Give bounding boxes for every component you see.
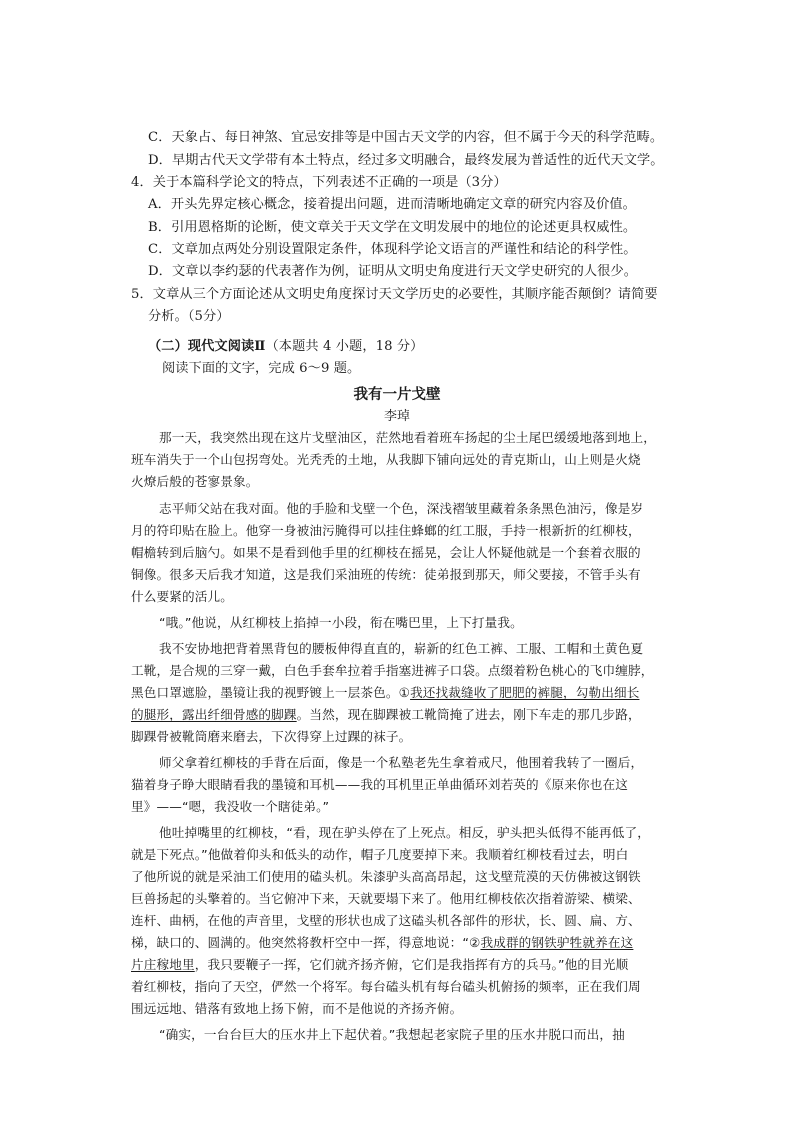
underlined-sentence-2-part-b: 片庄稼地里 — [131, 957, 195, 972]
p2-line-5: 什么要紧的活儿。 — [131, 589, 233, 604]
p6-line-3: 了他所说的就是采油工们使用的磕头机。朱漆驴头高高昂起，这戈壁荒漠的天仿佛被这钢铁 — [131, 869, 641, 884]
p6-line-6 — [131, 933, 633, 953]
p6-line-5: 连杆、曲柄，在他的声音里，戈壁的形状也成了这磕头机各部件的形状，长、圆、扁、方、 — [131, 913, 641, 928]
p6-line-6-pre: 梯，缺口的、圆满的。他突然将教杆空中一挥，得意地说：“② — [131, 935, 481, 950]
p3-line-1: “哦。”他说，从红柳枝上掐掉一小段，衔在嘴巴里，上下打量我。 — [159, 615, 523, 630]
q5-line-2: 分析。（5分） — [148, 309, 230, 324]
p2-line-4: 铜像。很多天后我才知道，这是我们采油班的传统：徒弟报到那天，师父要接，不管手头有 — [131, 567, 641, 582]
p6-line-8: 着红柳枝，指向了天空，俨然一个将军。每台磕头机有每台磕头机俯扬的频率，正在我们周 — [131, 979, 641, 994]
q4-option-d: D．文章以李约瑟的代表著作为例，证明从文明史角度进行天文学史研究的人很少。 — [148, 264, 638, 279]
section-heading — [148, 337, 423, 357]
p4-line-4-post: 。当然，现在脚踝被工靴筒掩了进去，刚下车走的那几步路， — [296, 707, 641, 722]
section-heading-bold: （二）现代文阅读Ⅱ — [148, 339, 266, 354]
p6-line-7-post: ，我只要鞭子一挥，它们就齐扬齐俯，它们是我指挥有方的兵马。”他的目光顺 — [194, 957, 629, 972]
p1-line-1: 那一天，我突然出现在这片戈壁油区，茫然地看着班车扬起的尘土尾巴缓缓地落到地上， — [159, 430, 657, 445]
p6-line-2: 就是下死点。”他做着仰头和低头的动作，帽子几度要掉下来。我顺着红柳枝看过去，明白 — [131, 847, 629, 862]
article-author: 李琸 — [383, 409, 410, 424]
underlined-sentence-1-part-b: 的腿形，露出纤细骨感的脚踝 — [131, 707, 297, 722]
p2-line-2: 月的符印贴在脸上。他穿一身被油污腌得可以挂住蜂螂的红工服，手持一根新折的红柳枝， — [131, 523, 641, 538]
underlined-sentence-2-part-a: 我成群的钢铁驴牲就养在这 — [480, 935, 634, 950]
p5-line-1: 师父拿着红柳枝的手背在后面，像是一个私塾老先生拿着戒尺，他围着我转了一圈后， — [159, 755, 644, 770]
q4-option-c: C．文章加点两处分别设置限定条件，体现科学论文语言的严谨性和结论的科学性。 — [148, 242, 637, 257]
p6-line-7 — [131, 955, 628, 975]
q5-line-1: 5．文章从三个方面论述从文明史角度探讨天文学历史的必要性，其顺序能否颠倒？请简要 — [131, 287, 658, 302]
q4-option-a: A．开头先界定核心概念，接着提出问题，进而清晰地确定文章的研究内容及价值。 — [148, 197, 636, 212]
p5-line-2: 猫着身子睁大眼睛看我的墨镜和耳机——我的耳机里正单曲循环刘若英的《原来你也在这 — [131, 777, 629, 792]
q4-option-b: B．引用恩格斯的论断，使文章关于天文学在文明发展中的地位的论述更具权威性。 — [148, 220, 637, 235]
q4-stem: 4．关于本篇科学论文的特点，下列表述不正确的一项是（3分） — [131, 175, 507, 190]
q3-option-d: D．早期古代天文学带有本土特点，经过多文明融合，最终发展为普适性的近代天文学。 — [148, 153, 664, 168]
p4-line-4 — [131, 705, 641, 725]
p1-line-2: 班车消失于一个山包拐弯处。光秃秃的土地，从我脚下铺向远处的青克斯山，山上则是火烧 — [131, 452, 641, 467]
p4-line-3-pre: 黑色口罩遮脸，墨镜让我的视野镀上一层茶色。① — [131, 685, 411, 700]
p6-line-4: 巨兽扬起的头擎着的。当它俯冲下来，天就要塌下来了。他用红柳枝依次指着游梁、横梁、 — [131, 891, 641, 906]
section-instruction: 阅读下面的文字，完成 6～9 题。 — [162, 361, 361, 376]
section-heading-rest: （本题共 4 小题，18 分） — [265, 339, 424, 354]
p4-line-3 — [131, 683, 639, 703]
p2-line-3: 帽檐转到后脑勺。如果不是看到他手里的红柳枝在摇晃，会让人怀疑他就是一个套着衣服的 — [131, 545, 641, 560]
q3-option-c: C．天象占、每日神煞、宜忌安排等是中国古天文学的内容，但不属于今天的科学范畴。 — [148, 130, 664, 145]
p7-line-1: “确实，一台台巨大的压水井上下起伏着。”我想起老家院子里的压水井脱口而出，抽 — [159, 1027, 625, 1042]
p5-line-3: 里》——“嗯，我没收一个瞎徒弟。” — [131, 799, 330, 814]
p6-line-1: 他吐掉嘴里的红柳枝，“看，现在驴头停在了上死点。相反，驴头把头低得不能再低了， — [159, 825, 650, 840]
p4-line-5: 脚踝骨被靴筒磨来磨去，下次得穿上过踝的袜子。 — [131, 729, 412, 744]
p1-line-3: 火燎后般的苍寥景象。 — [131, 474, 259, 489]
p6-line-9: 围远远地、错落有致地上扬下俯，而不是他说的齐扬齐俯。 — [131, 1001, 463, 1016]
p4-line-2: 工靴，是合规的三穿一戴，白色手套牟拉着手指塞进裤子口袋。点缀着粉色桃心的飞巾缠脖， — [131, 663, 654, 678]
p4-line-1: 我不安协地把背着黑背包的腰板伸得直直的，崭新的红色工裤、工服、工帽和土黄色夏 — [159, 641, 644, 656]
underlined-sentence-1-part-a: 我还找裁缝收了肥肥的裤腿，勾勒出细长 — [410, 685, 640, 700]
article-title: 我有一片戈壁 — [353, 386, 441, 403]
p2-line-1: 志平师父站在我对面。他的手脸和戈壁一个色，深浅褶皱里藏着条条黑色油污，像是岁 — [159, 501, 644, 516]
